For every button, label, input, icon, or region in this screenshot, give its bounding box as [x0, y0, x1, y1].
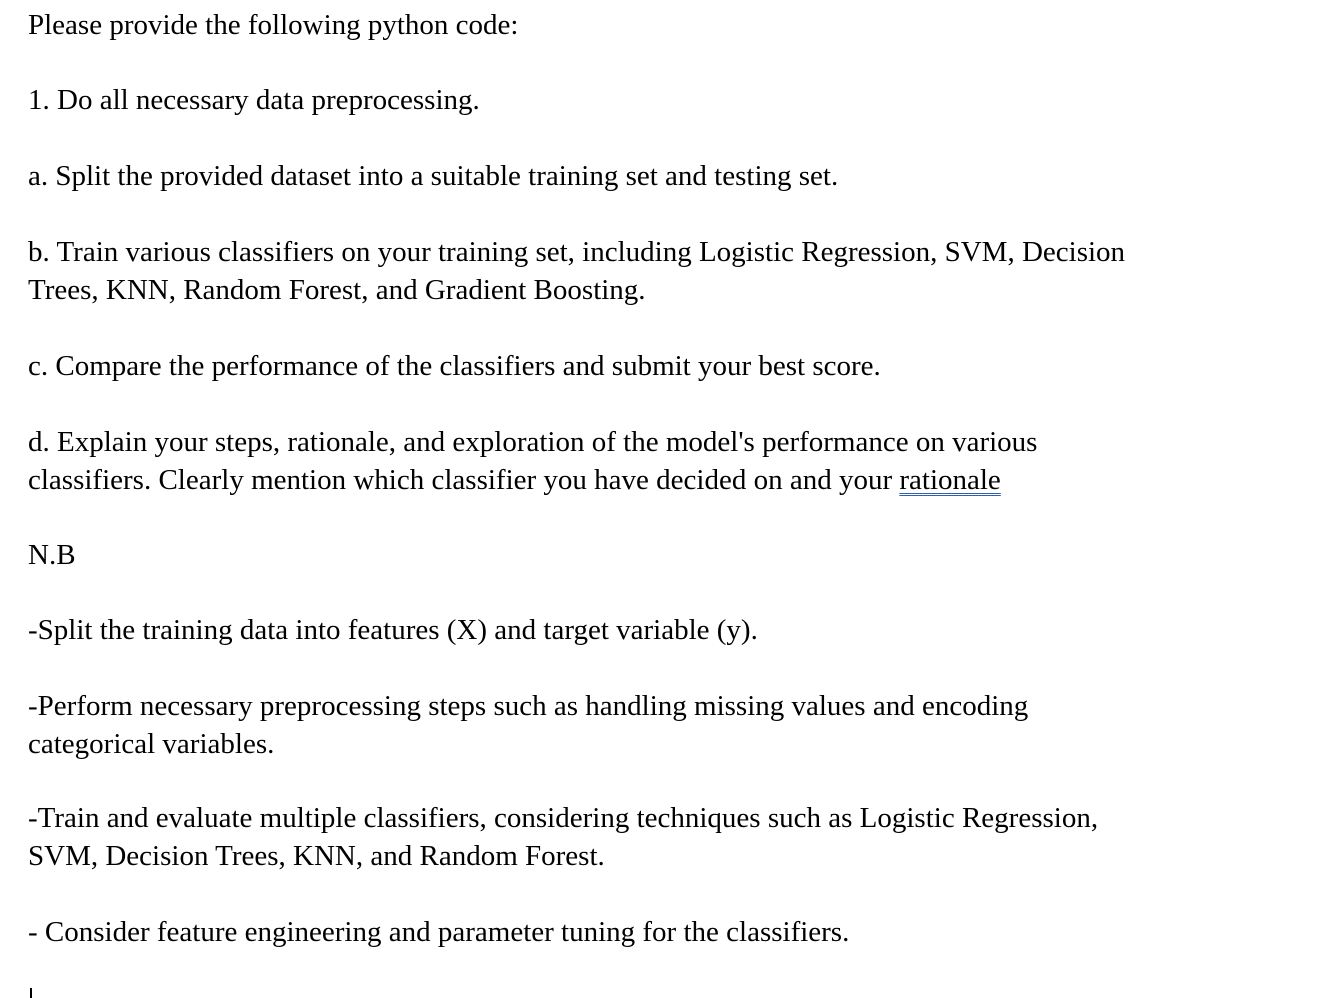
nb-item-2-line-1: -Perform necessary preprocessing steps such as handling missing values and encoding [28, 690, 1029, 722]
intro-paragraph [28, 6, 518, 44]
nb-item-3-line-1: -Train and evaluate multiple classifiers, considering techniques such as Logistic Regression, [28, 802, 1099, 834]
nb-item-1-text: -Split the training data into features (X) and target variable (y). [28, 614, 758, 646]
spellcheck-flagged-word[interactable]: rationale [899, 464, 1001, 496]
step-d-line-2-prefix: classifiers. Clearly mention which classifier you have decided on and your [28, 464, 900, 496]
step-d-line-2 [28, 461, 1037, 499]
step-b-line-2: Trees, KNN, Random Forest, and Gradient Boosting. [28, 274, 646, 306]
step-1-paragraph [28, 81, 480, 119]
step-1-text: 1. Do all necessary data preprocessing. [28, 84, 480, 116]
step-d-line-1: d. Explain your steps, rationale, and exploration of the model's performance on various [28, 426, 1038, 458]
step-c-paragraph [28, 347, 881, 385]
step-b-line-1: b. Train various classifiers on your training set, including Logistic Regression, SVM, Decision [28, 236, 1126, 268]
text-cursor [30, 988, 32, 998]
nb-item-4-paragraph [28, 913, 849, 951]
intro-text: Please provide the following python code: [28, 9, 519, 41]
nb-item-2-paragraph [28, 687, 1028, 763]
step-c-text: c. Compare the performance of the classifiers and submit your best score. [28, 350, 881, 382]
step-b-paragraph [28, 233, 1125, 309]
step-d-paragraph [28, 423, 1037, 499]
nb-item-1-paragraph [28, 611, 758, 649]
nb-item-4-text: - Consider feature engineering and parameter tuning for the classifiers. [28, 916, 850, 948]
step-a-paragraph [28, 157, 838, 195]
nb-item-2-line-2: categorical variables. [28, 728, 275, 760]
step-a-text: a. Split the provided dataset into a suitable training set and testing set. [28, 160, 839, 192]
nb-item-3-paragraph [28, 799, 1098, 875]
nb-heading-text: N.B [28, 539, 76, 571]
nb-item-3-line-2: SVM, Decision Trees, KNN, and Random Forest. [28, 840, 605, 872]
nb-heading [28, 536, 76, 574]
